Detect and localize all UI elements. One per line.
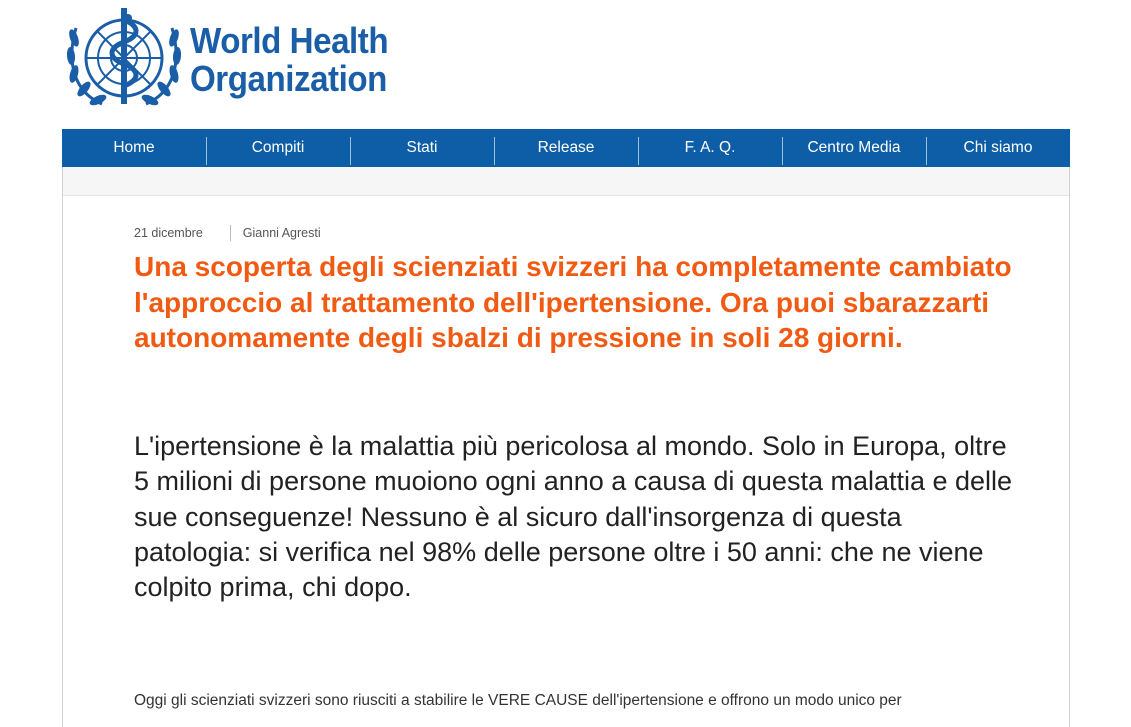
nav-stati[interactable]: Stati (350, 129, 494, 167)
nav-centro-media[interactable]: Centro Media (782, 129, 926, 167)
nav-chi-siamo[interactable]: Chi siamo (926, 129, 1070, 167)
article-body: Oggi gli scienziati svizzeri sono riusciti a stabilire le VERE CAUSE dell'ipertensione e offrono un modo unico per (134, 692, 902, 709)
meta-divider (230, 225, 231, 241)
article-headline: Una scoperta degli scienziati svizzeri ha completamente cambiato l'approccio al trattamento dell'ipertensione. Ora puoi sbarazzarti autonomamente degli sbalzi di pressione in soli 28 giorni. (134, 251, 1012, 353)
main-nav (62, 129, 1070, 167)
who-emblem-icon[interactable] (62, 4, 186, 112)
article-container (62, 167, 1070, 727)
logo-line-1: World Health (190, 20, 389, 61)
logo-line-2: Organization (190, 58, 387, 99)
site-header (62, 4, 462, 116)
article-meta (134, 225, 321, 241)
article-date: 21 dicembre (134, 226, 203, 240)
who-logo-text[interactable] (190, 22, 388, 98)
nav-compiti[interactable]: Compiti (206, 129, 350, 167)
article-lead: L'ipertensione è la malattia più pericolosa al mondo. Solo in Europa, oltre 5 milioni di persone muoiono ogni anno a causa di questa malattia e delle sue conseguenze! Nessuno è al sicuro dall'insorgenza di questa patologia: si verifica nel 98% delle persone oltre i 50 anni: che ne viene colpito prima, chi dopo. (134, 431, 1013, 603)
nav-faq[interactable]: F. A. Q. (638, 129, 782, 167)
content-top-band (63, 167, 1069, 196)
nav-home[interactable]: Home (113, 139, 155, 156)
article-author: Gianni Agresti (242, 226, 321, 240)
nav-release[interactable]: Release (494, 129, 638, 167)
